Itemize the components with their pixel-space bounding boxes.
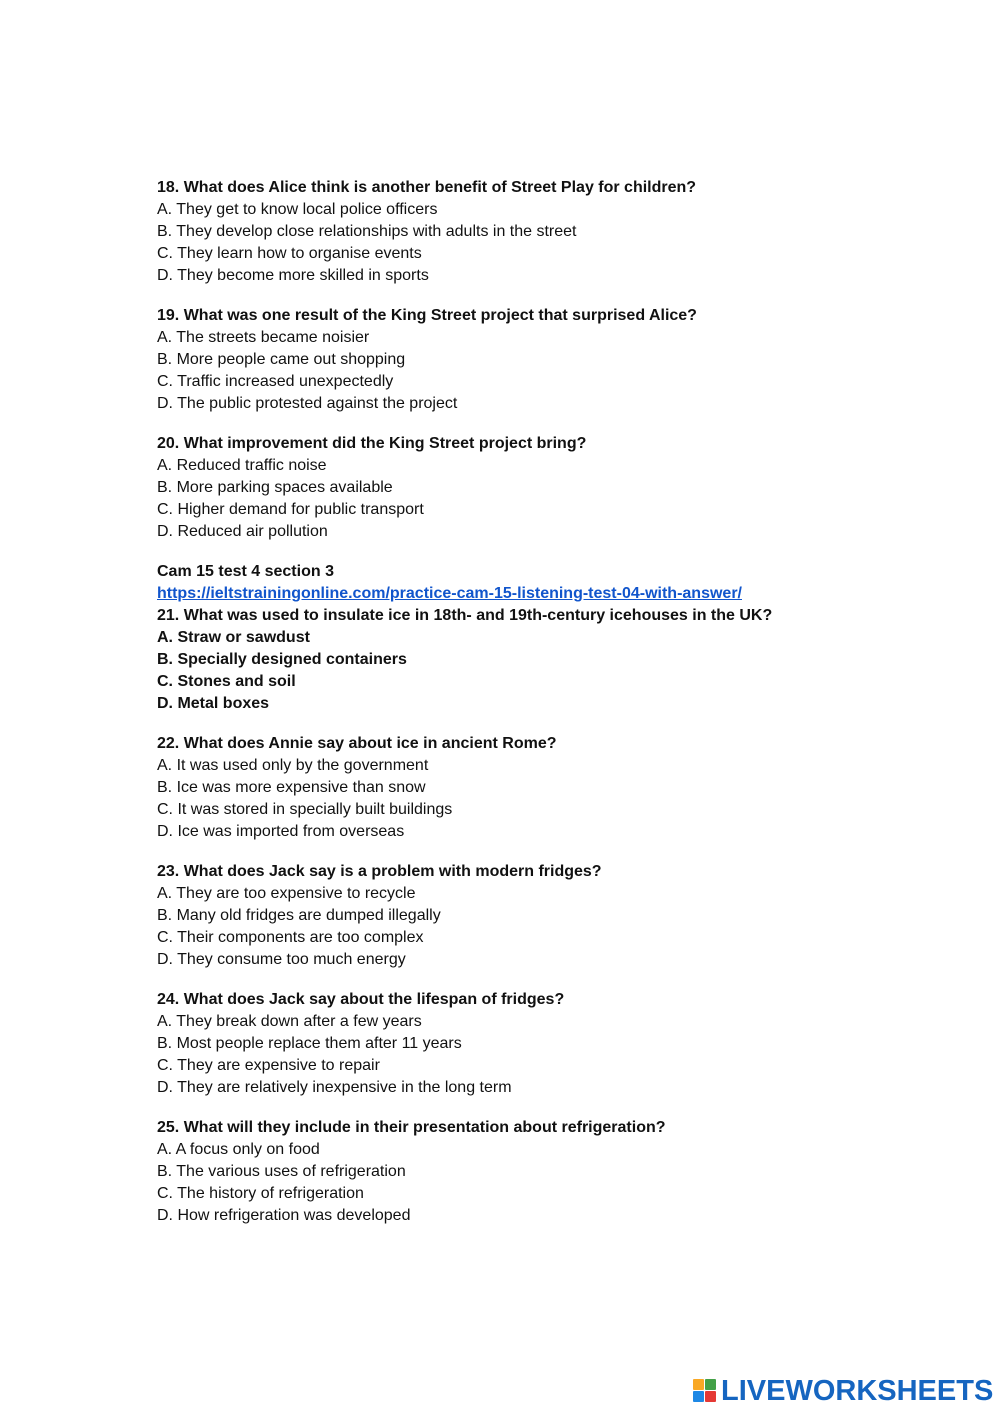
question-20: 20. What improvement did the King Street project bring? bbox=[157, 435, 587, 452]
option-21a: A. Straw or sawdust bbox=[157, 629, 310, 646]
option-23d: D. They consume too much energy bbox=[157, 951, 406, 968]
option-19b: B. More people came out shopping bbox=[157, 351, 406, 368]
option-23a: A. They are too expensive to recycle bbox=[157, 885, 416, 902]
option-19d: D. The public protested against the project bbox=[157, 395, 458, 412]
option-18d: D. They become more skilled in sports bbox=[157, 267, 429, 284]
option-22a: A. It was used only by the government bbox=[157, 757, 429, 774]
option-18a: A. They get to know local police officers bbox=[157, 201, 438, 218]
option-22c: C. It was stored in specially built buildings bbox=[157, 801, 453, 818]
option-18c: C. They learn how to organise events bbox=[157, 245, 422, 262]
liveworksheets-logo-text: LIVEWORKSHEETS bbox=[721, 1374, 994, 1407]
option-18b: B. They develop close relationships with adults in the street bbox=[157, 223, 577, 240]
question-22: 22. What does Annie say about ice in ancient Rome? bbox=[157, 735, 557, 752]
option-24c: C. They are expensive to repair bbox=[157, 1057, 380, 1074]
option-23b: B. Many old fridges are dumped illegally bbox=[157, 907, 441, 924]
option-22d: D. Ice was imported from overseas bbox=[157, 823, 405, 840]
option-19a: A. The streets became noisier bbox=[157, 329, 370, 346]
question-23: 23. What does Jack say is a problem with modern fridges? bbox=[157, 863, 602, 880]
option-19c: C. Traffic increased unexpectedly bbox=[157, 373, 394, 390]
option-21d: D. Metal boxes bbox=[157, 695, 270, 712]
question-24: 24. What does Jack say about the lifespan of fridges? bbox=[157, 991, 565, 1008]
option-25d: D. How refrigeration was developed bbox=[157, 1207, 411, 1224]
question-18: 18. What does Alice think is another benefit of Street Play for children? bbox=[157, 179, 697, 196]
option-23c: C. Their components are too complex bbox=[157, 929, 424, 946]
question-19: 19. What was one result of the King Street project that surprised Alice? bbox=[157, 307, 697, 324]
option-20c: C. Higher demand for public transport bbox=[157, 501, 424, 518]
worksheet-content bbox=[157, 177, 917, 1227]
section-title: Cam 15 test 4 section 3 bbox=[157, 563, 334, 580]
option-24a: A. They break down after a few years bbox=[157, 1013, 422, 1030]
option-25c: C. The history of refrigeration bbox=[157, 1185, 364, 1202]
option-22b: B. Ice was more expensive than snow bbox=[157, 779, 426, 796]
question-21: 21. What was used to insulate ice in 18th- and 19th-century icehouses in the UK? bbox=[157, 607, 773, 624]
option-20b: B. More parking spaces available bbox=[157, 479, 393, 496]
question-25: 25. What will they include in their presentation about refrigeration? bbox=[157, 1119, 666, 1136]
option-20a: A. Reduced traffic noise bbox=[157, 457, 327, 474]
option-24b: B. Most people replace them after 11 years bbox=[157, 1035, 462, 1052]
option-21c: C. Stones and soil bbox=[157, 673, 296, 690]
option-25b: B. The various uses of refrigeration bbox=[157, 1163, 406, 1180]
liveworksheets-logo-icon bbox=[693, 1379, 717, 1403]
source-link[interactable]: https://ieltstrainingonline.com/practice-cam-15-listening-test-04-with-answer/ bbox=[157, 585, 742, 602]
option-21b: B. Specially designed containers bbox=[157, 651, 407, 668]
option-20d: D. Reduced air pollution bbox=[157, 523, 328, 540]
option-25a: A. A focus only on food bbox=[157, 1141, 320, 1158]
liveworksheets-logo bbox=[693, 1376, 993, 1406]
option-24d: D. They are relatively inexpensive in the long term bbox=[157, 1079, 512, 1096]
